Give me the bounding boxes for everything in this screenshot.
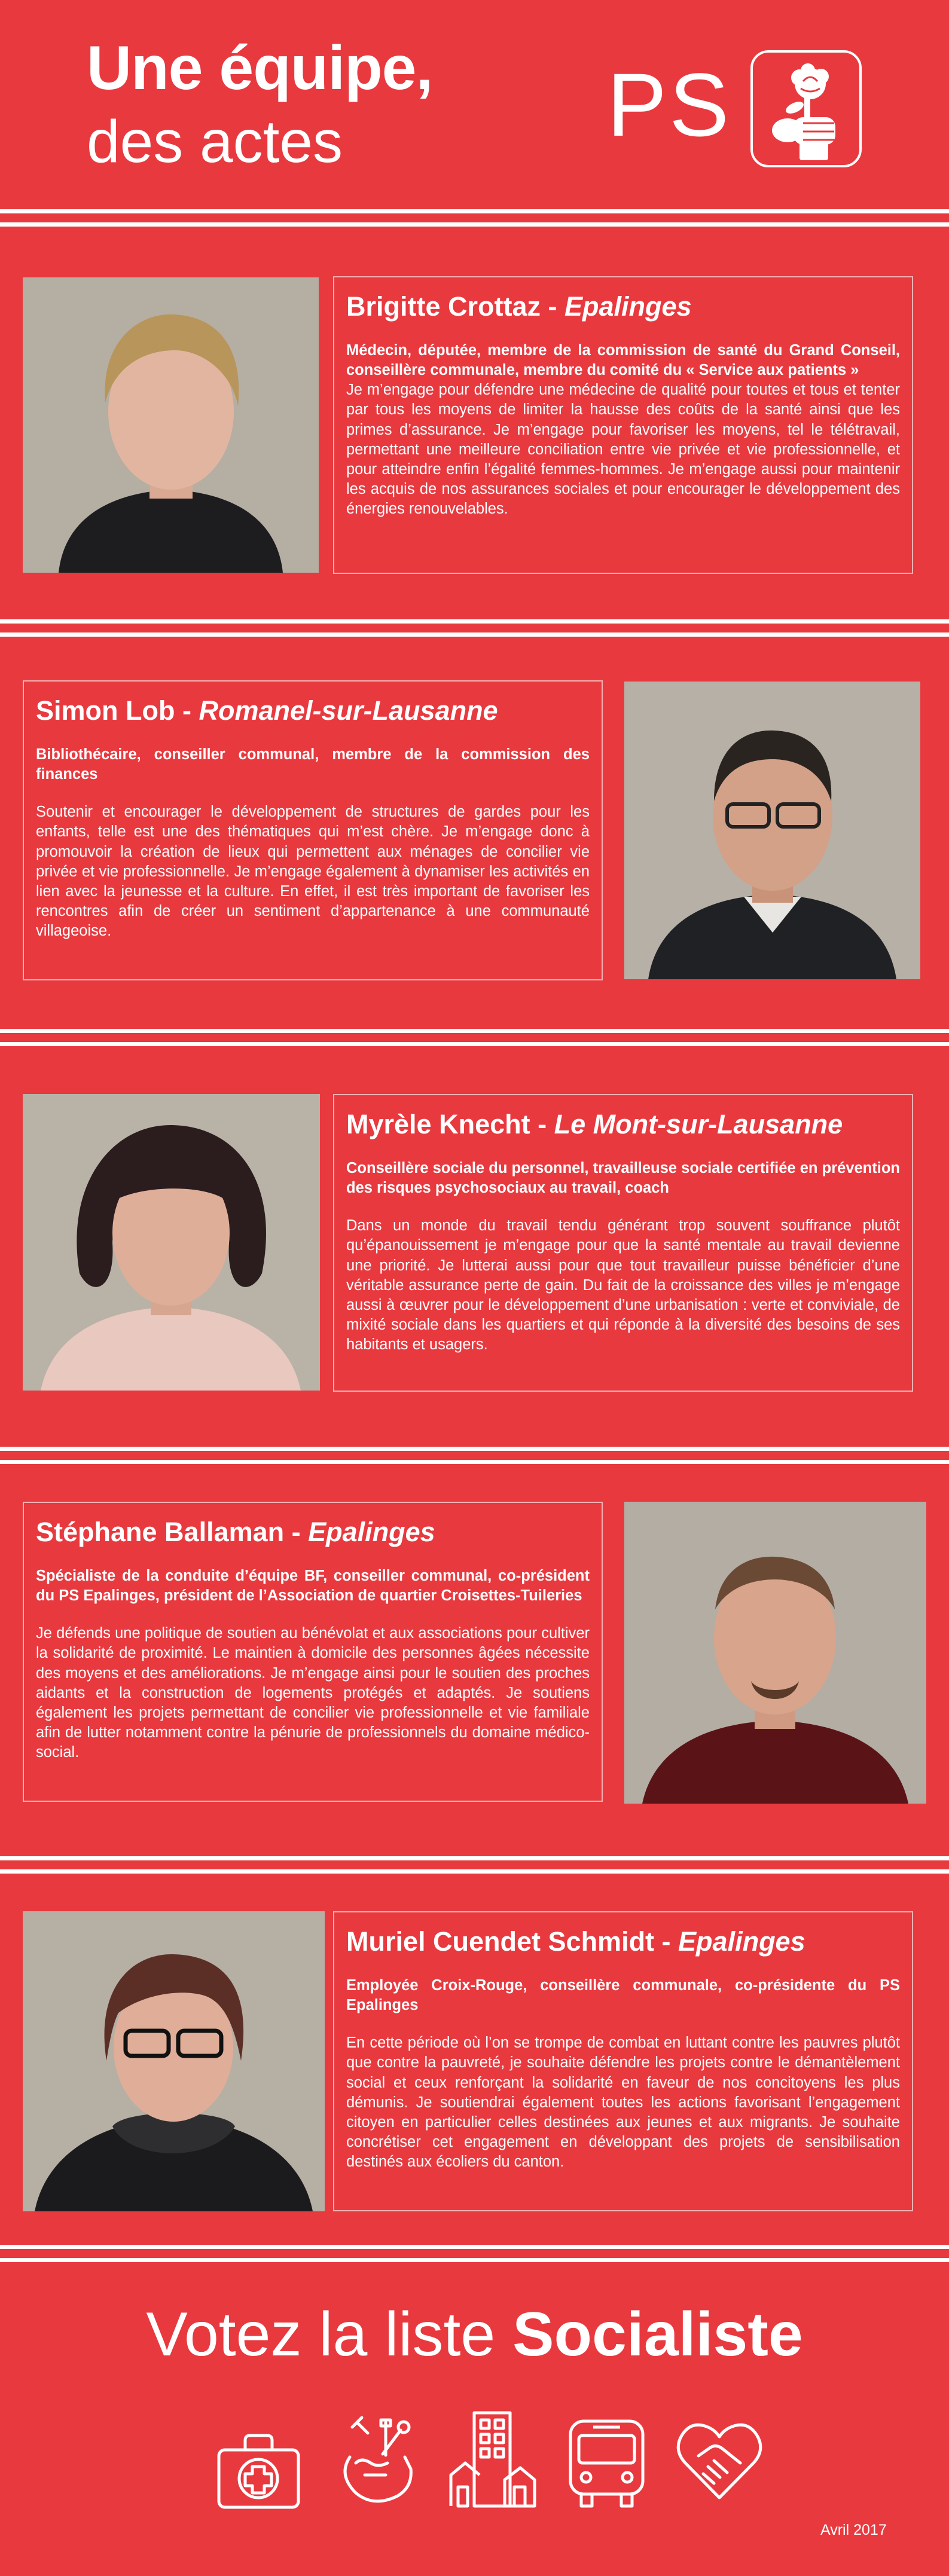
member-bio: Je défends une politique de soutien au bénévolat et aux associations pour cultiver la solidarité de proximité. Le maintien à domicile des personnes âgées nécessite des moyens et des améliorations. Je m’engage ainsi pour le soutien des proches aidants et la construction de logements protégés et adaptés. Je soutiens également les projets permettant de concilier vie professionnelle et vie familiale afin de lutter notamment contre la pénurie de professionnels du domaine médico-social. bbox=[36, 1625, 590, 1761]
member-name: Brigitte Crottaz - Epalinges bbox=[346, 291, 692, 322]
member-card-myrele-knecht bbox=[333, 1094, 913, 1392]
member-name: Myrèle Knecht - Le Mont-sur-Lausanne bbox=[346, 1109, 843, 1139]
publication-date: Avril 2017 bbox=[820, 2522, 887, 2538]
rose-in-fist-icon bbox=[750, 50, 862, 167]
member-role: Bibliothécaire, conseiller communal, membre de la commission des finances bbox=[36, 746, 590, 783]
buildings-icon bbox=[447, 2409, 537, 2511]
bus-icon bbox=[563, 2415, 650, 2511]
portrait-myrele-knecht bbox=[23, 1094, 320, 1391]
member-card-muriel-cuendet-schmidt bbox=[333, 1911, 913, 2211]
page-title-line2: des actes bbox=[87, 108, 343, 175]
handshake-heart-icon bbox=[675, 2420, 764, 2504]
member-role: Employée Croix-Rouge, conseillère communale, co-présidente du PS Epalinges bbox=[346, 1977, 900, 2014]
member-role: Conseillère sociale du personnel, travailleuse sociale certifiée en prévention des risques psychosociaux au travail, coach bbox=[346, 1160, 900, 1197]
member-bio: Soutenir et encourager le développement de structures de gardes pour les enfants, telle est une des thématiques qui m’est chère. Je m’engage donc à promouvoir la création de lieux qui permettent aux ménages de concilier vie privée et vie professionnelle. Je m’engage également à dynamiser les activités en lien avec la jeunesse et la culture. En effet, il est très important de favoriser les rencontres afin de créer un sentiment d’appartenance à une communauté villageoise. bbox=[36, 803, 590, 940]
vote-slogan: Votez la liste Socialiste bbox=[146, 2300, 803, 2369]
member-name: Stéphane Ballaman - Epalinges bbox=[36, 1517, 435, 1547]
page-title-line1: Une équipe, bbox=[87, 33, 433, 103]
portrait-brigitte-crottaz bbox=[23, 277, 319, 573]
member-bio: Je m’engage pour défendre une médecine de qualité pour toutes et tous et tenter par tous les moyens de limiter la hausse des coûts de la santé ainsi que les primes d’assurance. Je m’engage pour favoriser les moyens, tel le télétravail, permettant une meilleure conciliation entre vie privée et vie professionnelle, et pour atteindre enfin l’égalité femmes-hommes. Je m’engage aussi pour maintenir les acquis de nos assurances sociales et pour encourager le développement des énergies renouvelables. bbox=[346, 381, 900, 518]
member-name: Simon Lob - Romanel-sur-Lausanne bbox=[36, 695, 498, 726]
member-card-brigitte-crottaz bbox=[333, 276, 913, 574]
tools-hand-icon bbox=[332, 2415, 422, 2511]
member-card-simon-lob bbox=[23, 680, 603, 980]
member-card-stephane-ballaman bbox=[23, 1502, 603, 1802]
member-bio: En cette période où l’on se trompe de combat en luttant contre les pauvres plutôt que contre la pauvreté, je souhaite défendre les projets contre le démantèlement social et ceux renforçant la solidarité en faveur de nos concitoyens les plus démunis. Je soutiendrai également toutes les actions favorisant l’engagement citoyen en particulier celles destinées aux jeunes et aux migrants. Je souhaite concrétiser cet engagement en développant des projets de sensibilisation destinés aux écoliers du canton. bbox=[346, 2034, 900, 2171]
member-name: Muriel Cuendet Schmidt - Epalinges bbox=[346, 1926, 805, 1957]
member-role: Spécialiste de la conduite d’équipe BF, conseiller communal, co-président du PS Epalinges, président de l’Association de quartier Croisettes-Tuileries bbox=[36, 1567, 590, 1605]
portrait-muriel-cuendet-schmidt bbox=[23, 1911, 325, 2211]
party-name: PS bbox=[607, 54, 732, 155]
portrait-simon-lob bbox=[624, 682, 920, 979]
member-bio: Dans un monde du travail tendu générant trop souvent souffrance plutôt qu’épanouissement je m’engage pour que la santé mentale au travail devienne une priorité. Je lutterai aussi pour que tout travailleur puisse bénéficier d’une véritable assurance perte de gain. Du fait de la croissance des villes je m’engage aussi à œuvrer pour le développement d’une urbanisation : verte et conviviale, de mixité sociale dans les quartiers et qui réponde à la diversité des besoins de ses habitants et usagers. bbox=[346, 1217, 900, 1353]
portrait-stephane-ballaman bbox=[624, 1502, 926, 1804]
member-role: Médecin, députée, membre de la commission de santé du Grand Conseil, conseillère communale, membre du comité du « Service aux patients » bbox=[346, 342, 900, 379]
first-aid-kit-icon bbox=[215, 2427, 302, 2511]
